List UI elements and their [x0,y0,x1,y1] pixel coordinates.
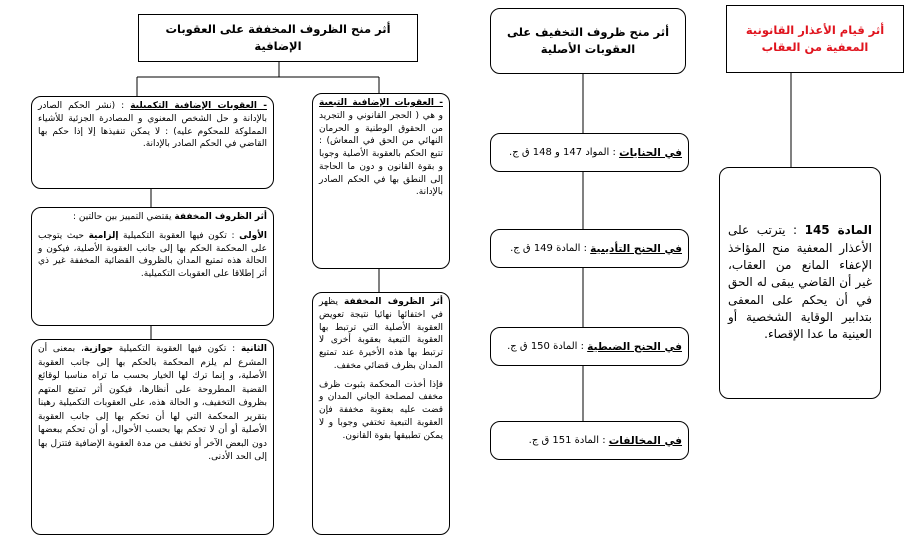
complementary-effect-box [31,207,274,326]
first-case-text-a: : تكون فيها العقوبة التكميلية [123,230,235,241]
additional-header-text: أثر منح الظروف المخففة على العقوبات الإضافية [165,22,391,53]
mitigating-header-text: أثر منح ظروف التخفيف على العقوبات الأصلية [506,25,670,56]
second-case-label: الثانية [240,344,267,354]
second-case-box [31,339,274,535]
accessory-effect-box [312,292,450,535]
accessory-penalties-box [312,93,450,269]
disciplinary-misdemeanors-box [490,229,689,268]
accessory-text: و هي ( الحجر القانوني و التجريد من الحقوق الوطنية و الحرمان النهائي من الحق في المعاش) : تتبع الحكم بالعقوبة الأصلية وجوبا و بقوة القانون و دون ما الحاجة إلى النطق بها في الحكم الصادر بالإدانة. [319,110,443,198]
excuses-header [726,5,904,73]
felonies-text: : المواد 147 و 148 ق ج. [509,147,616,158]
second-case-optional: جوازية [83,344,114,354]
violations-box [490,421,689,460]
article-145-box [719,167,881,399]
police-misdemeanors-box [490,327,689,366]
felonies-label: في الجنايات [619,146,682,159]
complementary-penalties-box [31,96,274,189]
disciplinary-label: في الجنح التأديبية [590,242,682,255]
article-145-text [728,222,872,344]
complementary-effect-title: أثر الظروف المخففة [174,212,267,222]
accessory-effect-p2: فإذا أخذت المحكمة بثبوت ظرف مخفف لمصلحة الجاني المدان و قضت عليه بعقوبة مخففة فإن العقوبة التبعية تختفي وجوبا و لا يمكن تطبيقها بقوة القانون. [319,379,443,441]
accessory-effect-p1: يظهر في اختفائها نهائيا نتيجة تعويض العقوبة الأصلية التي ترتبط بها العقوبة التبعية بعقوبة أخرى لا ترتبط بها هذه الأخيرة عند تمتيع المدان بظرف قضائي مخفف. [319,297,443,371]
violations-text: : المادة 151 ق ج. [528,435,606,446]
first-case-text-b: حيث يتوجب على المحكمة الحكم بها إلى جانب العقوبة الأصلية، فيكون و الحالة هذه تمتيع المدان بالظروف القضائية المخففة غير ذي أثر إطلاقا على العقوبات التكميلية. [38,230,267,280]
excuses-header-text: أثر قيام الأعذار القانونية المعفية من العقاب [745,23,885,54]
accessory-title: - العقوبات الإضافية التبعية [319,98,443,108]
felonies-box [490,133,689,172]
first-case-mandatory: إلزامية [88,230,119,241]
disciplinary-text: : المادة 149 ق ج. [510,243,587,254]
second-case-text-a: : تكون فيها العقوبة التكميلية [118,344,236,354]
police-label: في الجنح الضبطية [587,340,682,353]
article-145-label: المادة 145 [804,223,872,238]
first-case-label: الأولى [239,230,267,241]
police-text: : المادة 150 ق ج. [507,341,584,352]
additional-header [138,14,418,62]
complementary-effect-intro: يقتضي التمييز بين حالتين : [72,212,172,222]
mitigating-header [490,8,686,74]
accessory-effect-title: أثر الظروف المخففة [344,297,443,307]
violations-label: في المخالفات [608,434,682,447]
second-case-text-b: ، بمعنى أن المشرع لم يلزم المحكمة بالحكم بها إلى جانب العقوبة الأصلية، و إنما ترك لها الخيار بحسب ما تراه مناسبا لوقائع القضية المطروحة على أنظارها، فيكون أثر تمتيع المتهم بظروف التخفيف، و الحالة هذه، على العقوبات التكميلية رهينا بتقرير المحكمة التي لها أن تحكم بها إلى جانب العقوبة الأصلية أو أن لا تحكم بها بحسب الأحوال، أو أن تحكم ببعضها دون البعض الآخر أو تخفف من مدة العقوبة الإضافية فتتزل بها إلى الحد الأدنى. [38,344,267,462]
article-145-body: : يترتب على الأعذار المعفية منح المؤاخذ الإعفاء المانع من العقاب، غير أن القاضي يبقى له الحق في أن يحكم على المعفى بتدابير الوقاية الشخصية أو العينية ما عدا الإقصاء. [728,223,872,342]
complementary-text: : (نشر الحكم الصادر بالإدانة و حل الشخص المعنوي و المصادرة الجزئية للأشياء المملوكة للمحكوم عليه) : لا يمكن تنفيذها إلا إذا حكم بها القاضي في الحكم الصادر بالإدانة. [38,101,267,150]
complementary-title: - العقوبات الإضافية التكميلية [130,101,267,111]
